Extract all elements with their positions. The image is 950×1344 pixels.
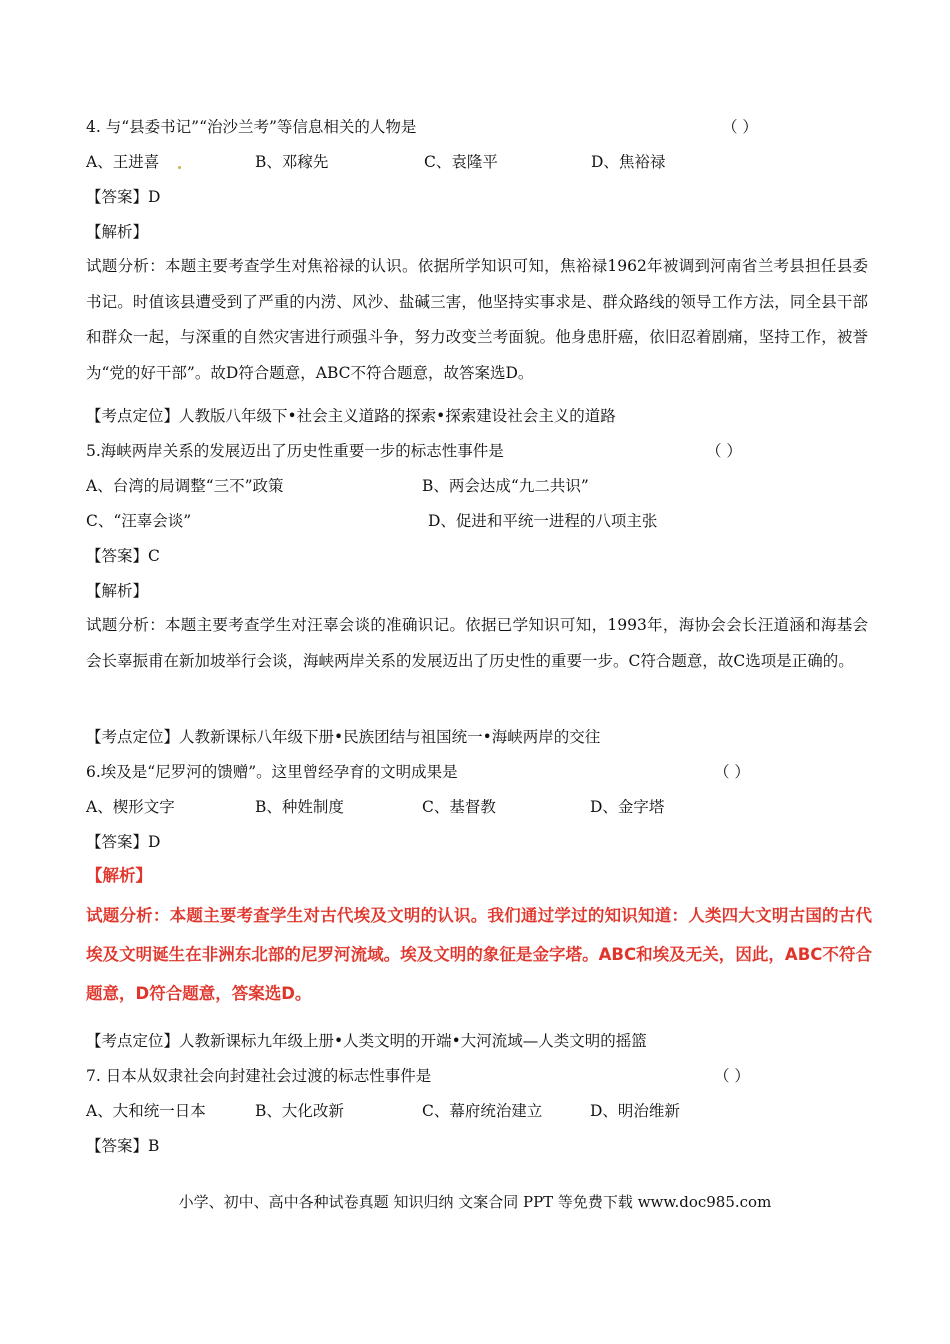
question-7-answer: 【答案】B	[86, 1137, 160, 1155]
question-7-option-a: A、大和统一日本	[86, 1102, 206, 1120]
question-4-answer: 【答案】D	[86, 188, 161, 206]
question-4-option-c: C、袁隆平	[424, 153, 498, 171]
question-6-location: 【考点定位】人教新课标九年级上册•人类文明的开端•大河流域—人类文明的摇篮	[86, 1032, 647, 1050]
question-5-location: 【考点定位】人教新课标八年级下册•民族团结与祖国统一•海峡两岸的交往	[86, 728, 601, 746]
question-5-analysis: 试题分析：本题主要考查学生对汪辜会谈的准确识记。依据已学知识可知，1993年，海协会会长汪道涵和海基会会长辜振甫在新加坡举行会谈，海峡两岸关系的发展迈出了历史性的重要一步。C符合题意，故C选项是正确的。	[86, 616, 868, 670]
question-5-option-b: B、两会达成“九二共识”	[422, 477, 589, 495]
question-5-option-c: C、“汪辜会谈”	[86, 512, 192, 530]
question-5-option-d: D、促进和平统一进程的八项主张	[428, 512, 658, 530]
question-5-analysis-label: 【解析】	[86, 582, 149, 600]
question-7-option-c: C、幕府统治建立	[422, 1102, 543, 1120]
question-7-stem: 7. 日本从奴隶社会向封建社会过渡的标志性事件是	[86, 1067, 432, 1085]
question-4-option-d: D、焦裕禄	[591, 153, 666, 171]
question-5-bracket: （ ）	[706, 442, 742, 460]
question-7-option-d: D、明治维新	[590, 1102, 680, 1120]
question-7-bracket: （ ）	[714, 1067, 750, 1085]
question-4-stem: 4. 与“县委书记”“治沙兰考”等信息相关的人物是	[86, 118, 417, 136]
question-6-stem: 6.埃及是“尼罗河的馈赠”。这里曾经孕育的文明成果是	[86, 763, 458, 781]
question-6-option-b: B、种姓制度	[255, 798, 344, 816]
question-5-option-a: A、台湾的局调整“三不”政策	[86, 477, 284, 495]
question-6-analysis: 试题分析：本题主要考查学生对古代埃及文明的认识。我们通过学过的知识知道：人类四大文明古国的古代埃及文明诞生在非洲东北部的尼罗河流域。埃及文明的象征是金字塔。ABC和埃及无关，因此，ABC不符合题意，D符合题意，答案选D。	[86, 906, 872, 1003]
question-6-analysis-label: 【解析】	[86, 866, 152, 885]
question-6-bracket: （ ）	[714, 763, 750, 781]
question-7-option-b: B、大化改新	[255, 1102, 344, 1120]
question-4-option-a: A、王进喜	[86, 153, 160, 171]
question-6-option-c: C、基督教	[422, 798, 496, 816]
question-4-analysis-label: 【解析】	[86, 223, 149, 241]
question-6-option-a: A、楔形文字	[86, 798, 175, 816]
question-4-analysis: 试题分析：本题主要考查学生对焦裕禄的认识。依据所学知识可知，焦裕禄1962年被调到河南省兰考县担任县委书记。时值该县遭受到了严重的内涝、风沙、盐碱三害，他坚持实事求是、群众路线的领导工作方法，同全县干部和群众一起，与深重的自然灾害进行顽强斗争，努力改变兰考面貌。他身患肝癌，依旧忍着剧痛，坚持工作，被誉为“党的好干部”。故D符合题意，ABC不符合题意，故答案选D。	[86, 257, 868, 382]
question-6-answer: 【答案】D	[86, 833, 161, 851]
question-5-stem: 5.海峡两岸关系的发展迈出了历史性重要一步的标志性事件是	[86, 442, 504, 460]
page-footer: 小学、初中、高中各种试卷真题 知识归纳 文案合同 PPT 等免费下载 www.doc985.com	[178, 1193, 772, 1211]
question-4-location: 【考点定位】人教版八年级下•社会主义道路的探索•探索建设社会主义的道路	[86, 407, 616, 425]
question-5-answer: 【答案】C	[86, 547, 160, 565]
question-4-option-b: B、邓稼先	[255, 153, 329, 171]
question-4-bracket: （ ）	[722, 118, 758, 136]
question-6-option-d: D、金字塔	[590, 798, 665, 816]
stray-dot-mark	[178, 166, 181, 169]
